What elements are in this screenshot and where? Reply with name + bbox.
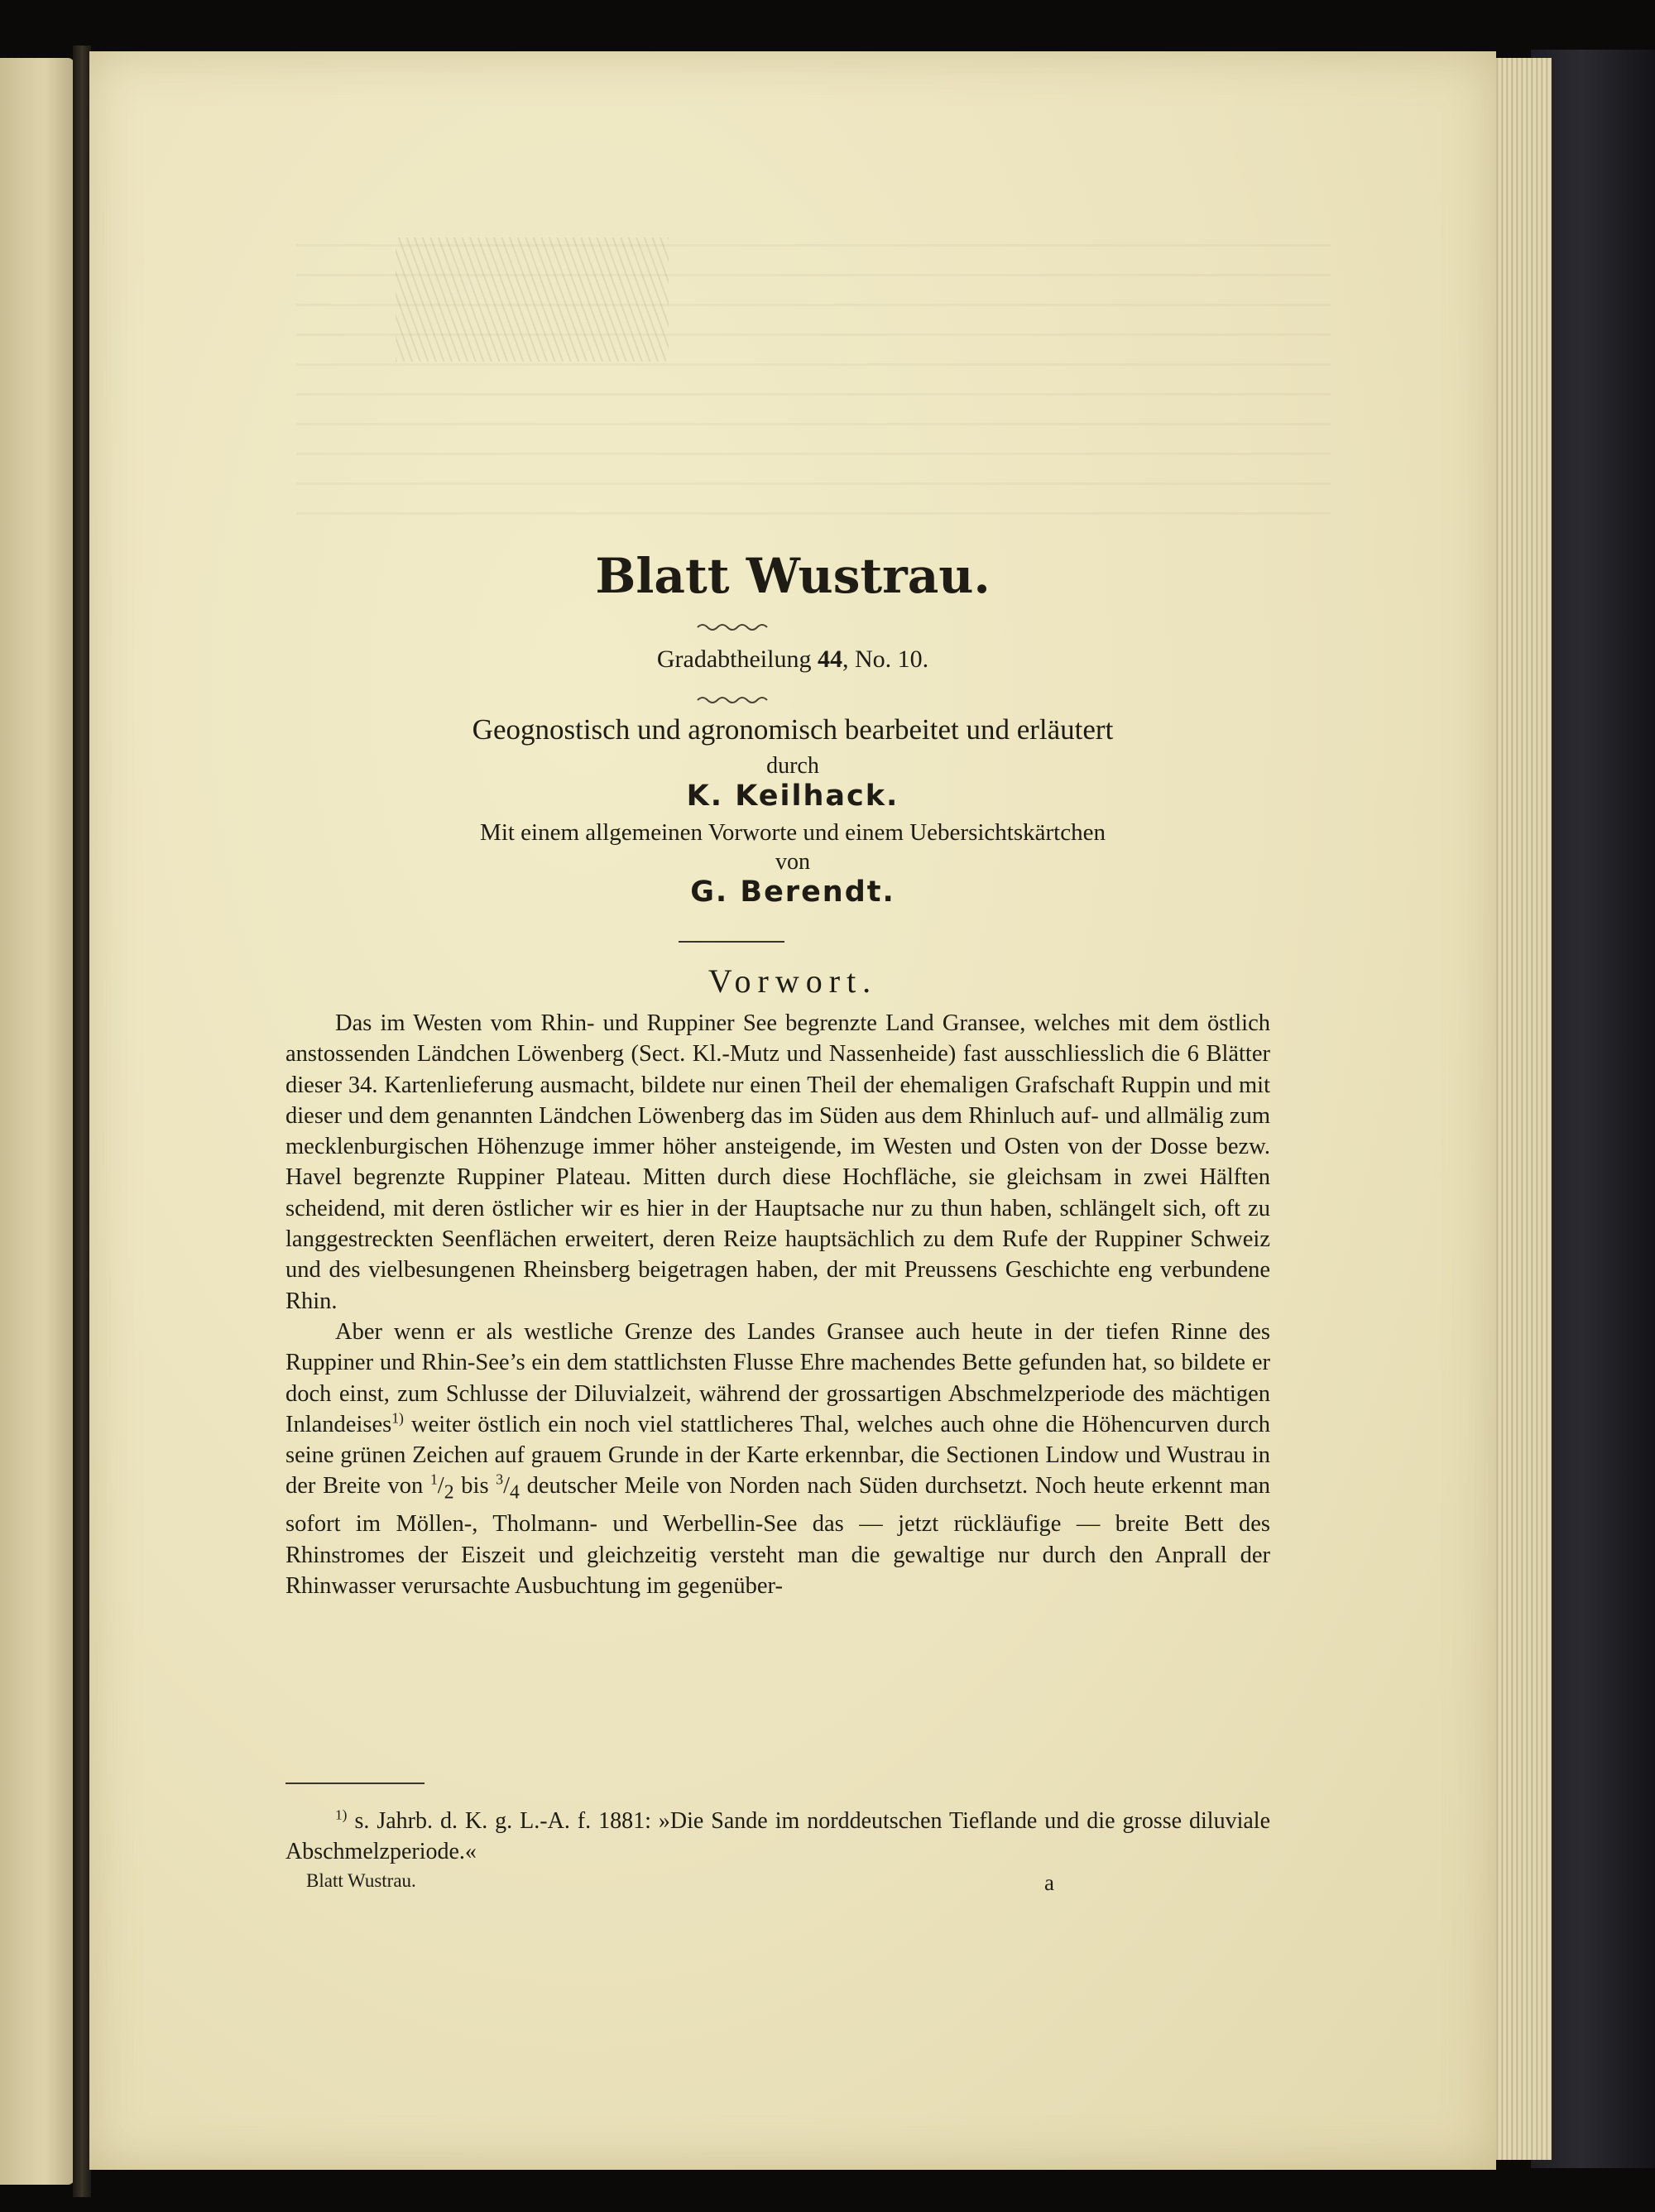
foreword-note: Mit einem allgemeinen Vorworte und einem Uebersichtskärtchen — [480, 819, 1106, 846]
facing-page-edge — [0, 58, 74, 2185]
signature-letter: a — [1044, 1870, 1054, 1895]
body-text — [285, 1008, 1270, 1601]
wave-ornament-icon — [696, 621, 770, 632]
footnote-ref: 1) — [391, 1409, 404, 1427]
paragraph-text: weiter östlich ein noch viel stattlicheres Thal, welches auch ohne die Höhencurven durch seine grünen Zeichen auf grauem Grunde in der Karte erkennbar, die Sectionen Lindow und Wustrau in der Breite von — [285, 1411, 1270, 1499]
paragraph: Das im Westen vom Rhin- und Ruppiner See begrenzte Land Gransee, welches mit dem östlich anstossenden Ländchen Löwenberg (Sect. Kl.-Mutz und Nassenheide) fast ausschliesslich die 6 Blätter dieser 34. Kartenlieferung ausmacht, bildete nur einen Theil der ehemaligen Grafschaft Ruppin und mit dieser und dem genannten Ländchen Löwenberg das im Süden aus dem Rhinluch auf- und allmälig zum mecklenburgischen Höhenzuge immer höher ansteigende, im Westen und Osten von der Dosse bezw. Havel begrenzte Ruppiner Plateau. Mitten durch diese Hochfläche, sie gleichsam in zwei Hälften scheidend, mit deren östlicher wir es hier in der Hauptsache nur zu thun haben, schlängelt sich, oft zu langgestreckten Seenflächen erweitert, deren Reize hauptsächlich zu dem Rufe der Ruppiner Schweiz und des vielbesungenen Rheinsberg beigetragen haben, der mit Preussens Geschichte eng verbundene Rhin. — [285, 1010, 1270, 1314]
description-line: Geognostisch und agronomisch bearbeitet und erläutert — [472, 713, 1114, 746]
paragraph-text: bis — [453, 1473, 496, 1499]
section-line — [89, 645, 1496, 674]
foreword-author: G. Berendt. — [690, 876, 895, 909]
footnote-mark: 1) — [335, 1807, 348, 1823]
page-edges — [1494, 58, 1552, 2160]
paragraph-text: deutscher Meile von Norden nach Süden durchsetzt. Noch heute erkennt man sofort im Möllen-, Tholmann- und Werbellin-See das — jetzt rückläufige — breite Bett des Rhinstromes der Eiszeit und gleichzeitig versteht man die gewaltige nur durch den Anprall der Rhinwasser verursachte Ausbuchtung im gegenüber- — [285, 1473, 1270, 1600]
section-heading: Vorwort. — [708, 962, 878, 1000]
section-prefix: Gradabtheilung — [656, 645, 818, 673]
document-title: Blatt Wustrau. — [595, 548, 991, 604]
paragraph-text: Aber wenn er als westliche Grenze des Landes Gransee auch heute in der tiefen Rinne des Ruppiner und Rhin-See’s ein dem stattlichsten Flusse Ehre machendes Bette gefunden hat, so bildete er doch einst, zum Schlusse der Diluvialzeit, während der grossartigen Abschmelzperiode des mächtigen Inlandeises — [285, 1318, 1270, 1437]
fraction-denominator: 2 — [444, 1482, 454, 1504]
fraction-numerator: 1 — [429, 1471, 438, 1488]
footnote-text: s. Jahrb. d. K. g. L.-A. f. 1881: »Die Sande im norddeutschen Tieflande und die grosse diluviale Abschmelzperiode.« — [285, 1808, 1270, 1864]
wave-ornament-icon — [696, 693, 770, 705]
author-name: K. Keilhack. — [686, 780, 899, 813]
paragraph: Aber wenn er als westliche Grenze des Landes Gransee auch heute in der tiefen Rinne des Ruppiner und Rhin-See’s ein dem stattlichsten Flusse Ehre machendes Bette gefunden hat, so bildete er doch einst, zum Schlusse der Diluvialzeit, während der grossartigen Abschmelzperiode des mächtigen Inlandeises$^{1)}$ weiter östlich ein noch viel stattlicheres Thal, welches auch ohne die Höhencurven durch seine grünen Zeichen auf grauem Grunde in der Karte erkennbar, die Sectionen Lindow und Wustrau in der Breite von $^1/_2$ bis $^3/_4$ deutscher Meile von Norden nach Süden durchsetzt. Noch heute erkennt man sofort im Möllen-, Tholmann- und Werbellin-See das — jetzt rückläufige — breite Bett des Rhinstromes der Eiszeit und gleichzeitig versteht man die gewaltige nur durch den Anprall der Rhinwasser verursachte Ausbuchtung im gegenüber- — [285, 1318, 1270, 1600]
section-number: 44 — [817, 645, 842, 673]
footnote-divider — [285, 1783, 425, 1784]
title-divider — [679, 941, 784, 943]
from-word: von — [775, 849, 810, 875]
fraction-denominator: 4 — [510, 1482, 520, 1504]
show-through-hatching — [396, 238, 669, 362]
title-page — [89, 51, 1496, 2170]
fraction-numerator: 3 — [496, 1471, 504, 1488]
signature-label: Blatt Wustrau. — [306, 1870, 416, 1891]
section-suffix: , No. 10. — [842, 645, 929, 673]
footnote — [285, 1806, 1270, 1867]
by-word: durch — [766, 753, 819, 779]
book-gutter — [73, 46, 91, 2197]
